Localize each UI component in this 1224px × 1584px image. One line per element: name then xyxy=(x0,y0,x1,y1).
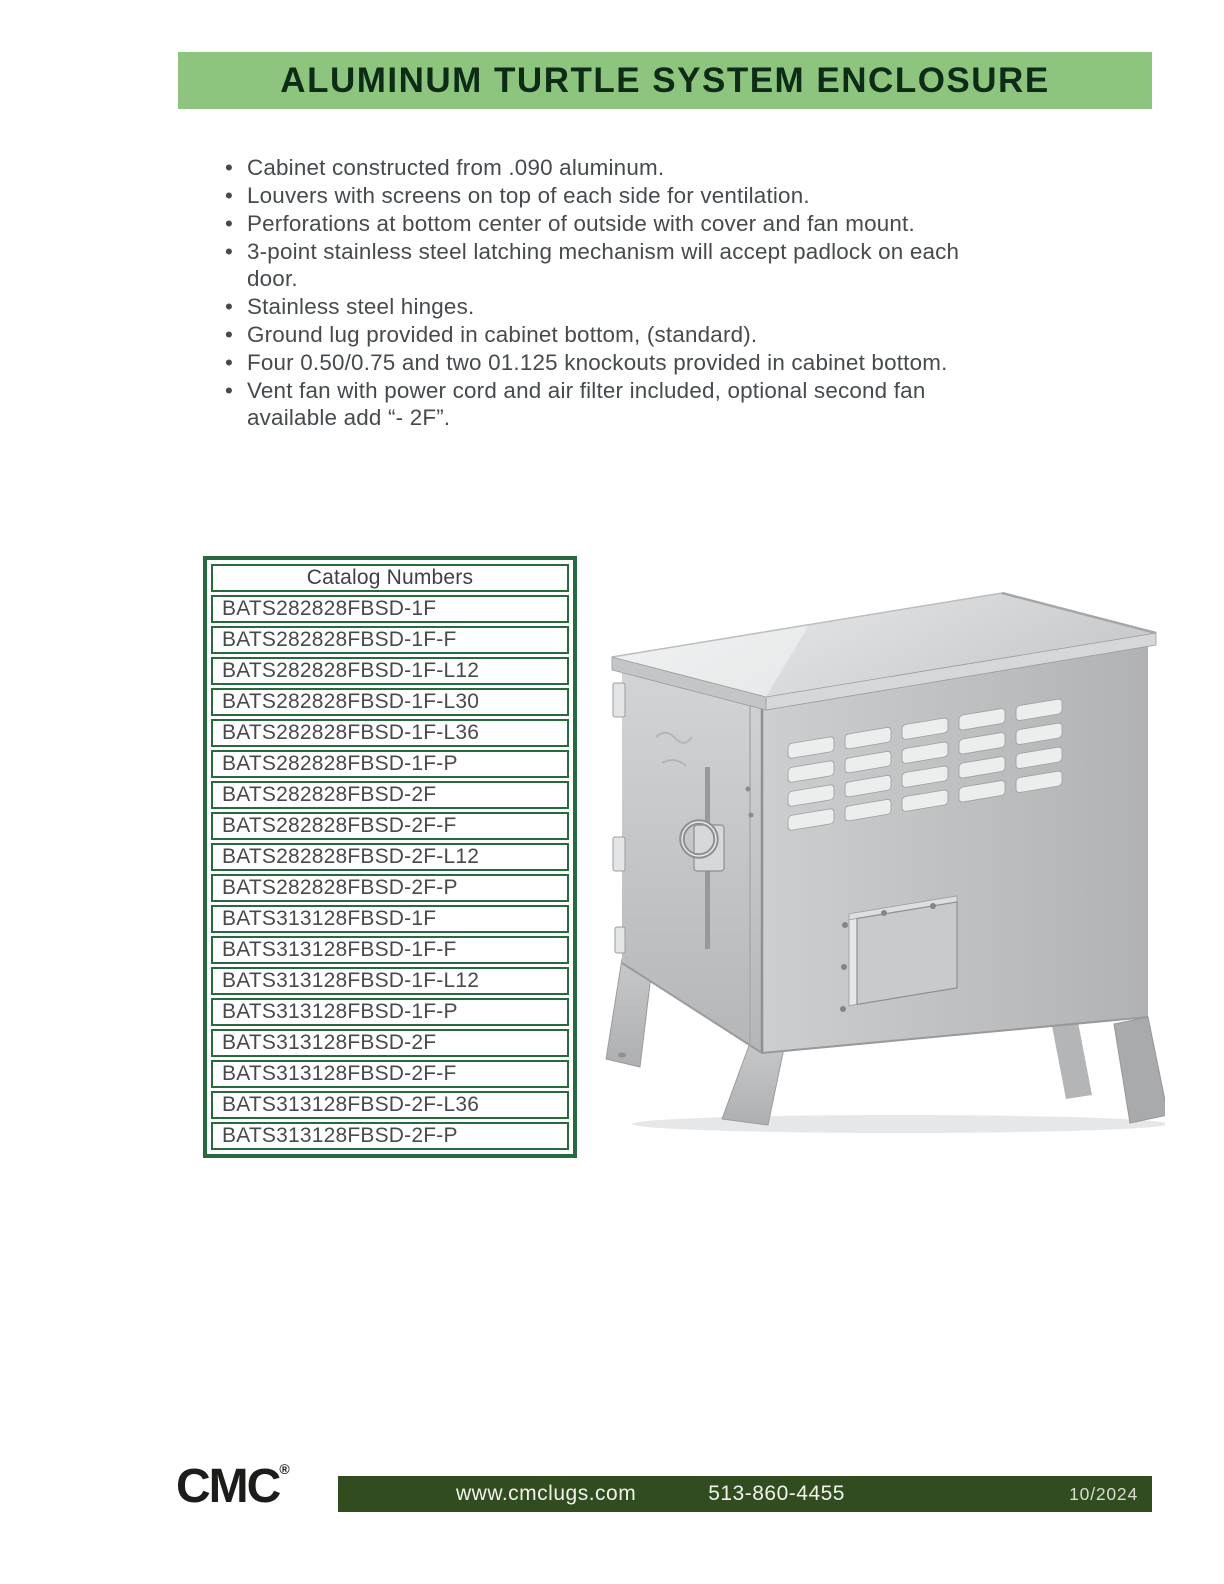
enclosure-illustration xyxy=(600,575,1165,1135)
catalog-table-body xyxy=(211,595,569,1150)
registered-trademark-icon: ® xyxy=(279,1461,290,1477)
feature-item: • Louvers with screens on top of each side for ventilation. xyxy=(225,182,961,209)
table-row: BATS313128FBSD-1F xyxy=(211,905,569,933)
table-row: BATS282828FBSD-2F-F xyxy=(211,812,569,840)
table-row: BATS282828FBSD-1F-L12 xyxy=(211,657,569,685)
title-banner xyxy=(178,52,1152,109)
page-title: ALUMINUM TURTLE SYSTEM ENCLOSURE xyxy=(280,60,1050,100)
footer-bar xyxy=(338,1476,1152,1512)
leg-front-right xyxy=(1114,1017,1165,1123)
table-row: BATS313128FBSD-2F-L36 xyxy=(211,1091,569,1119)
feature-list xyxy=(225,154,961,432)
fan-cover-box xyxy=(849,896,957,1006)
feature-item: • Stainless steel hinges. xyxy=(225,293,961,320)
feature-item: • Ground lug provided in cabinet bottom, (standard). xyxy=(225,321,961,348)
product-photo xyxy=(600,575,1165,1135)
leg-front-center xyxy=(722,1043,784,1125)
table-row: BATS282828FBSD-1F xyxy=(211,595,569,623)
table-row: BATS313128FBSD-2F-F xyxy=(211,1060,569,1088)
table-row: BATS282828FBSD-2F xyxy=(211,781,569,809)
table-row: BATS313128FBSD-1F-F xyxy=(211,936,569,964)
table-row: BATS313128FBSD-1F-P xyxy=(211,998,569,1026)
table-row: BATS282828FBSD-2F-P xyxy=(211,874,569,902)
feature-item: • Perforations at bottom center of outside with cover and fan mount. xyxy=(225,210,961,237)
footer-date: 10/2024 xyxy=(1069,1483,1138,1504)
table-row: BATS313128FBSD-2F-P xyxy=(211,1122,569,1150)
table-row: BATS313128FBSD-1F-L12 xyxy=(211,967,569,995)
catalog-table xyxy=(203,556,577,1158)
table-row: BATS282828FBSD-1F-P xyxy=(211,750,569,778)
feature-item: • Cabinet constructed from .090 aluminum. xyxy=(225,154,961,181)
cmc-logo-text: CMC xyxy=(176,1460,280,1513)
footer-phone: 513-860-4455 xyxy=(708,1482,845,1505)
table-row: BATS282828FBSD-1F-L30 xyxy=(211,688,569,716)
table-row: BATS313128FBSD-2F xyxy=(211,1029,569,1057)
table-row: BATS282828FBSD-2F-L12 xyxy=(211,843,569,871)
leg-bolt-hole xyxy=(618,1053,626,1058)
table-row: BATS282828FBSD-1F-F xyxy=(211,626,569,654)
feature-item: • 3-point stainless steel latching mechanism will accept padlock on each door. xyxy=(225,238,961,292)
feature-item: • Vent fan with power cord and air filter included, optional second fan available add “- 2F”. xyxy=(225,377,961,431)
table-row: BATS282828FBSD-1F-L36 xyxy=(211,719,569,747)
feature-item: • Four 0.50/0.75 and two 01.125 knockouts provided in cabinet bottom. xyxy=(225,349,961,376)
footer-website: www.cmclugs.com xyxy=(456,1482,637,1505)
floor-shadow xyxy=(632,1115,1165,1133)
catalog-table-header: Catalog Numbers xyxy=(211,564,569,592)
cmc-logo xyxy=(176,1462,290,1511)
